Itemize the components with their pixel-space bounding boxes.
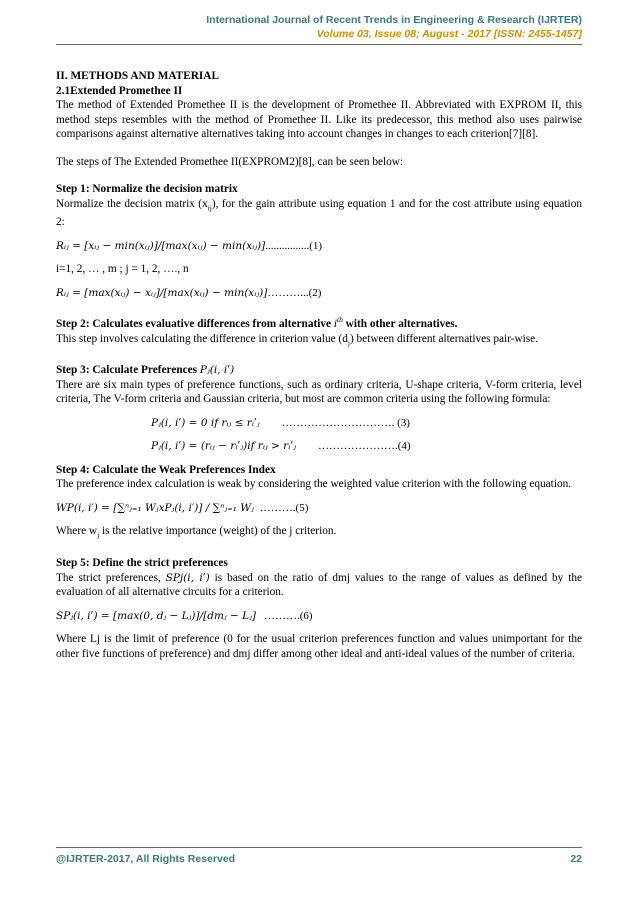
page-body — [56, 69, 582, 661]
step4-where: Where $w_j$ is the relative importance (weight) of the j criterion. — [56, 525, 337, 540]
journal-title: International Journal of Recent Trends in Engineering & Research (IJRTER) — [206, 14, 582, 26]
step1-title: Step 1: Normalize the decision matrix — [56, 183, 238, 195]
step3-title: Step 3: Calculate Preferences Pⱼ(i, iʹ) — [56, 364, 235, 377]
equation-4: Pⱼ(i, iʹ) = (rᵢⱼ − rᵢʹⱼ)if rᵢⱼ > rᵢʹⱼ ………………….(4) — [151, 440, 411, 453]
step1-text: Normalize the decision matrix $(x_{ij})$, for the gain attribute using equation 1 and for the cost attribute using equation 2: — [56, 197, 582, 229]
equation-2: Rᵢⱼ = [max(xᵢⱼ) − xᵢⱼ]/[max(xᵢⱼ) − min(xᵢⱼ)]………...(2) — [56, 286, 322, 299]
equation-6: SPⱼ(i, iʹ) = [max(0, dⱼ − Lⱼ)]/[dmⱼ − Lⱼ] ……….(6) — [56, 609, 313, 622]
step2-text: This step involves calculating the difference in criterion value $(d_j)$ between different alternatives pair-wise. — [56, 332, 539, 347]
header-rule — [56, 44, 582, 45]
subsection-title: 2.1Extended Promethee II — [56, 84, 183, 97]
index-range: i=1, 2, … , m ; j = 1, 2, …., n — [56, 263, 189, 276]
step5-text: The strict preferences, SPj(i, iʹ) is based on the ratio of dmj values to the range of values as defined by the evaluation of all alternative circuits for a criterion. — [56, 571, 582, 599]
page-footer — [56, 853, 582, 865]
equation-5: WP(i, i′) = [∑ⁿⱼ₌₁ WⱼxPⱼ(i, i′)] / ∑ⁿⱼ₌₁ Wⱼ ……….(5) — [56, 501, 309, 514]
footer-rule — [56, 847, 582, 848]
equation-3: Pⱼ(i, iʹ) = 0 if rᵢⱼ ≤ rᵢʹⱼ …………………………. (3) — [151, 416, 410, 429]
journal-volume: Volume 03, Issue 08; August - 2017 [ISSN: 2455-1457] — [316, 28, 582, 40]
step3-text: There are six main types of preference functions, such as ordinary criteria, U-shape criteria, V-form criteria, level criteria, The V-form criteria and Gaussian criteria, but most are common criteria using the following formula: — [56, 378, 582, 406]
step4-title: Step 4: Calculate the Weak Preferences Index — [56, 463, 276, 476]
paragraph-steps-intro: The steps of The Extended Promethee II(EXPROM2)[8], can be seen below: — [56, 155, 404, 168]
equation-1: Rᵢⱼ = [xᵢⱼ − min(xᵢⱼ)]/[max(xᵢⱼ) − min(xᵢⱼ)]................(1) — [56, 239, 323, 252]
step5-title: Step 5: Define the strict preferences — [56, 557, 228, 570]
step2-title: Step 2: Calculates evaluative differences from alternative $i^{th}$ with other alternatives. — [56, 315, 458, 331]
paragraph-intro: The method of Extended Promethee II is the development of Promethee II. Abbreviated with EXPROM II, this method steps resembles with the method of Promethee II. Like its predecessor, this method also uses pairwise comparisons against alternative alternatives taking into account changes in changes to each criterion[7][8]. — [56, 99, 582, 140]
page-number: 22 — [570, 853, 582, 865]
footer-copyright: @IJRTER-2017, All Rights Reserved — [56, 853, 236, 865]
section-title: II. METHODS AND MATERIAL — [56, 70, 219, 82]
step4-text: The preference index calculation is weak by considering the weighted value criterion with the following equation. — [56, 478, 572, 491]
step5-where: Where Lj is the limit of preference (0 for the usual criterion preferences function and values unimportant for the other five functions of preference) and dmj differ among other ideal and anti-ideal values of the number of criteria. — [56, 633, 582, 660]
